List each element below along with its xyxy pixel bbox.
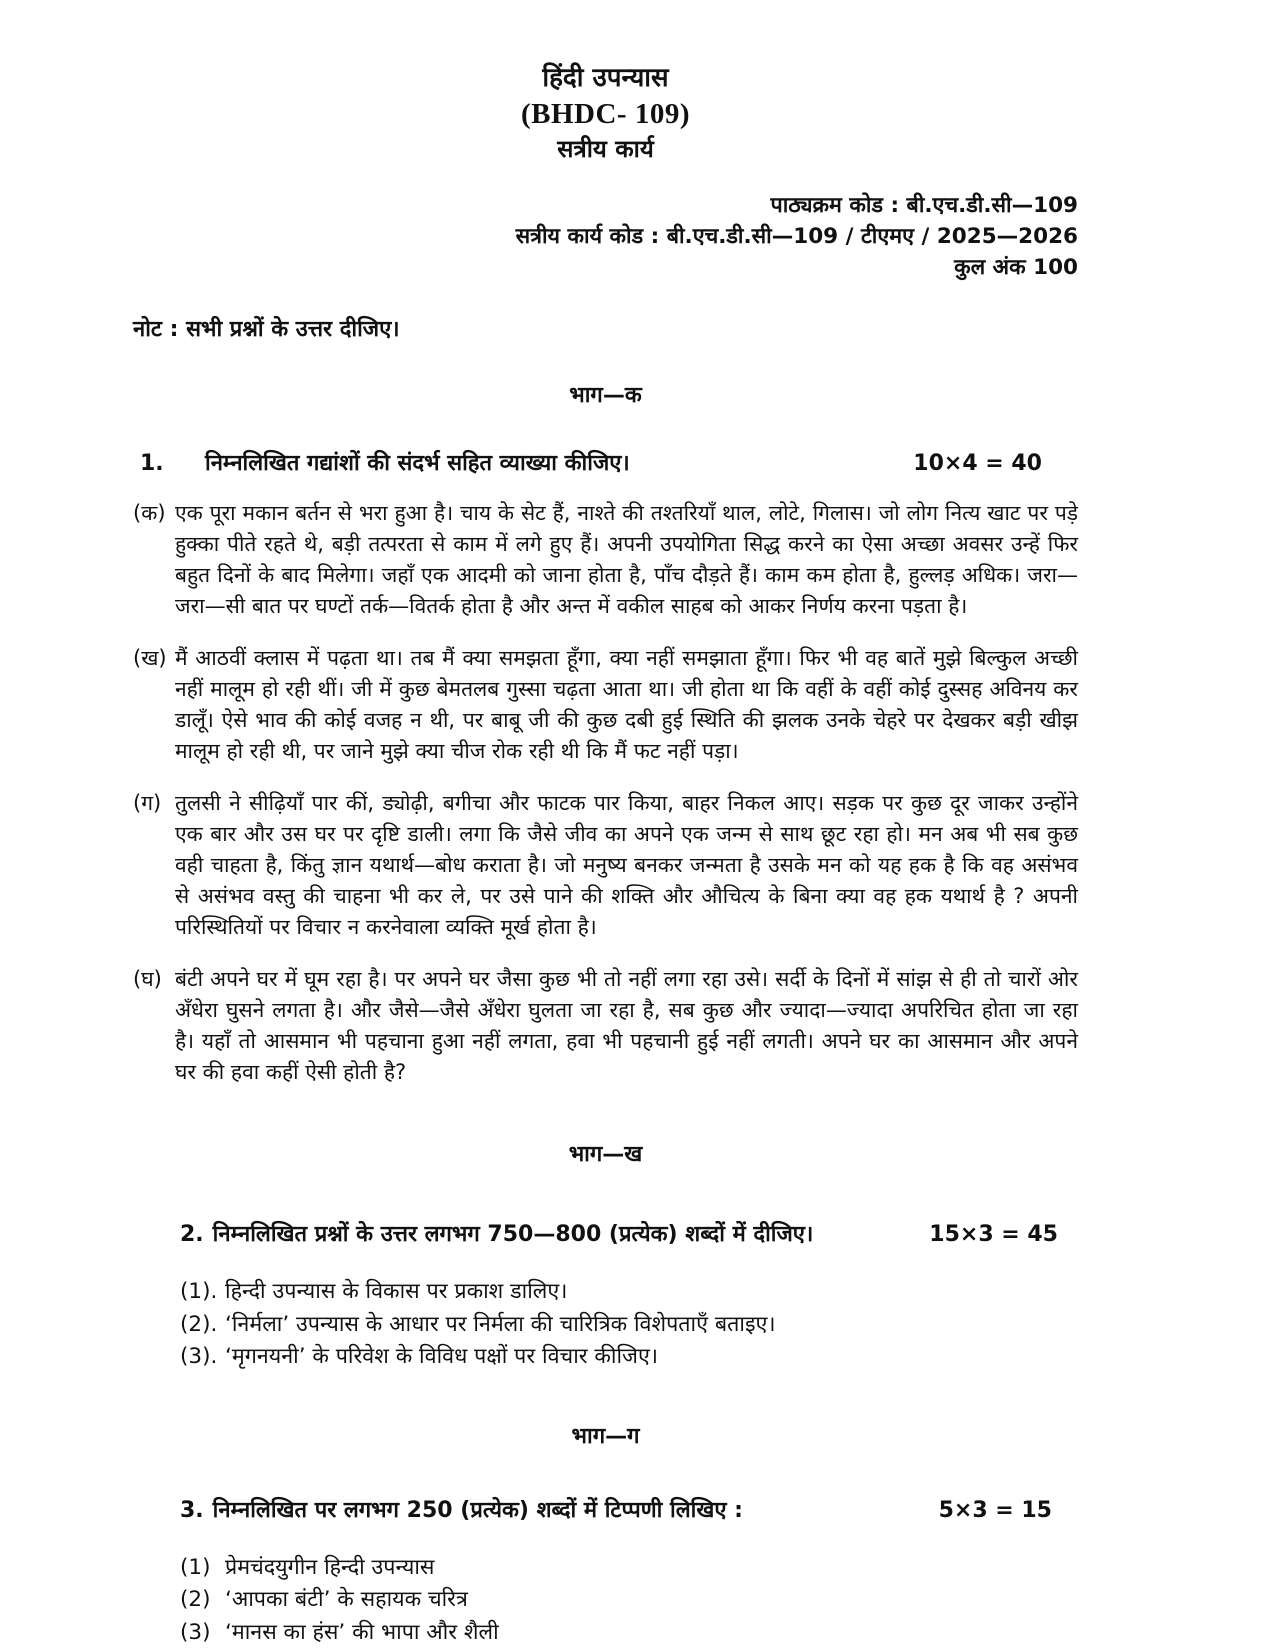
question-1-row	[133, 447, 1078, 477]
passage-kha-label: (ख)	[133, 646, 167, 670]
list-item	[180, 1341, 1078, 1374]
passage-gha-text: बंटी अपने घर में घूम रहा है। पर अपने घर जैसा कुछ भी तो नहीं लगा रहा उसे। सर्दी के दिनों में सांझ से ही तो चारों ओर अँधेरा घुसने लगता है। और जैसे—जैसे अँधेरा घुलता जा रहा है, सब कुछ और ज्यादा—ज्यादा अपरिचित होता जा रहा है। यहाँ तो आसमान भी पहचाना हुआ नहीं लगता, हवा भी पहचानी हुई नहीं लगती। अपने घर का आसमान और अपने घर की हवा कहीं ऐसी होती है?	[175, 967, 1078, 1084]
passage-kha-text: मैं आठवीं क्लास में पढ़ता था। तब मैं क्या समझता हूँगा, क्या नहीं समझाता हूँगा। फिर भी वह बातें मुझे बिल्कुल अच्छी नहीं मालूम हो रही थीं। जी में कुछ बेमतलब गुस्सा चढ़ता आता था। जी होता था कि वहीं के वहीं कोई दुस्सह अविनय कर डालूँ। ऐसे भाव की कोई वजह न थी, पर बाबू जी की कुछ दबी हुई स्थिति की झलक उनके चेहरे पर देखकर बड़ी खीझ मालूम हो रही थी, पर जाने मुझे क्या चीज रोक रही थी कि मैं फट नहीं पड़ा।	[175, 646, 1078, 763]
item-3-text: ‘मृगनयनी’ के परिवेश के विविध पक्षों पर विचार कीजिए।	[225, 1344, 659, 1369]
section-a-heading: भाग—क	[569, 383, 642, 408]
title-block	[133, 60, 1078, 166]
assignment-code-line: सत्रीय कार्य कोड : बी.एच.डी.सी—109 / टीएमए / 2025—2026	[515, 224, 1078, 249]
question-1-passages	[133, 498, 1078, 1088]
list-item	[180, 1309, 1078, 1342]
item-2-text: ‘निर्मला’ उपन्यास के आधार पर निर्मला की चारित्रिक विशेपताएँ बताइए।	[225, 1311, 776, 1337]
total-marks-line: कुल अंक 100	[954, 255, 1078, 280]
question-2-marks: 15×3 = 45	[929, 1222, 1058, 1247]
page-subtitle: सत्रीय कार्य	[557, 135, 654, 163]
passage-ga-label: (ग)	[133, 791, 162, 815]
question-1-number: 1.	[140, 451, 164, 476]
question-3-row	[180, 1494, 1078, 1524]
question-2-text: निम्नलिखित प्रश्नों के उत्तर लगभग 750—800 (प्रत्येक) शब्दों में दीजिए।	[212, 1222, 814, 1247]
page-title: हिंदी उपन्यास	[542, 63, 669, 93]
item-2-label: (2).	[180, 1311, 218, 1337]
section-c-heading: भाग—ग	[571, 1423, 640, 1449]
question-2-row	[180, 1218, 1078, 1248]
note-1-text: प्रेमचंदयुगीन हिन्दी उपन्यास	[225, 1554, 435, 1580]
codes-block	[133, 190, 1078, 283]
list-item	[180, 1276, 1078, 1309]
question-2-items	[180, 1276, 1078, 1374]
passage-ka-text: एक पूरा मकान बर्तन से भरा हुआ है। चाय के सेट हैं, नाश्ते की तश्तरियाँ थाल, लोटे, गिलास। जो लोग नित्य खाट पर पड़े हुक्का पीते रहते थे, बड़ी तत्परता से काम में लगे हुए हैं। अपनी उपयोगिता सिद्ध करने का ऐसा अच्छा अवसर उन्हें फिर बहुत दिनों के बाद मिलेगा। जहाँ एक आदमी को जाना होता है, पाँच दौड़ते हैं। काम कम होता है, हुल्लड़ अधिक। जरा—जरा—सी बात पर घण्टों तर्क—वितर्क होता है और अन्त में वकील साहब को आकर निर्णय करना पड़ता है।	[175, 501, 1078, 618]
section-b-heading: भाग—ख	[568, 1142, 643, 1167]
course-code-title: (BHDC- 109)	[520, 98, 690, 130]
note-3-label: (3)	[180, 1619, 211, 1645]
passage-ga-text: तुलसी ने सीढ़ियाँ पार कीं, ड्योढ़ी, बगीचा और फाटक पार किया, बाहर निकल आए। सड़क पर कुछ दूर जाकर उन्होंने एक बार और उस घर पर दृष्टि डाली। लगा कि जैसे जीव का अपने एक जन्म से साथ छूट रहा हो। मन अब भी सब कुछ वही चाहता है, किंतु ज्ञान यथार्थ—बोध कराता है। जो मनुष्य बनकर जन्मता है उसके मन को यह हक है कि वह असंभव से असंभव वस्तु की चाहना भी कर ले, पर उसे पाने की शक्ति और औचित्य के बिना क्या वह हक यथार्थ है ? अपनी परिस्थितियों पर विचार न करनेवाला व्यक्ति मूर्ख होता है।	[175, 791, 1078, 939]
item-1-text: हिन्दी उपन्यास के विकास पर प्रकाश डालिए।	[225, 1279, 568, 1304]
question-1-marks: 10×4 = 40	[913, 451, 1042, 476]
passage-gha	[133, 964, 1078, 1088]
question-3-items	[180, 1552, 1078, 1650]
note-line: नोट : सभी प्रश्नों के उत्तर दीजिए।	[133, 317, 400, 342]
question-3-text: निम्नलिखित पर लगभग 250 (प्रत्येक) शब्दों में टिप्पणी लिखिए :	[212, 1497, 743, 1523]
passage-kha	[133, 643, 1078, 767]
list-item	[180, 1617, 1078, 1650]
question-3-number: 3.	[180, 1497, 204, 1523]
list-item	[180, 1552, 1078, 1585]
question-2-number: 2.	[180, 1222, 204, 1247]
passage-ga	[133, 788, 1078, 943]
note-2-text: ‘आपका बंटी’ के सहायक चरित्र	[225, 1587, 468, 1612]
note-3-text: ‘मानस का हंस’ की भापा और शैली	[225, 1619, 499, 1645]
course-code-line: पाठ्यक्रम कोड : बी.एच.डी.सी—109	[770, 193, 1078, 218]
list-item	[180, 1584, 1078, 1617]
question-3-marks: 5×3 = 15	[938, 1497, 1052, 1523]
passage-ka-label: (क)	[133, 501, 166, 525]
item-3-label: (3).	[180, 1344, 218, 1369]
note-1-label: (1)	[180, 1554, 211, 1580]
note-2-label: (2)	[180, 1587, 211, 1612]
passage-gha-label: (घ)	[133, 967, 162, 991]
question-1-text: निम्नलिखित गद्यांशों की संदर्भ सहित व्याख्या कीजिए।	[205, 451, 630, 476]
item-1-label: (1).	[180, 1279, 218, 1304]
passage-ka	[133, 498, 1078, 622]
